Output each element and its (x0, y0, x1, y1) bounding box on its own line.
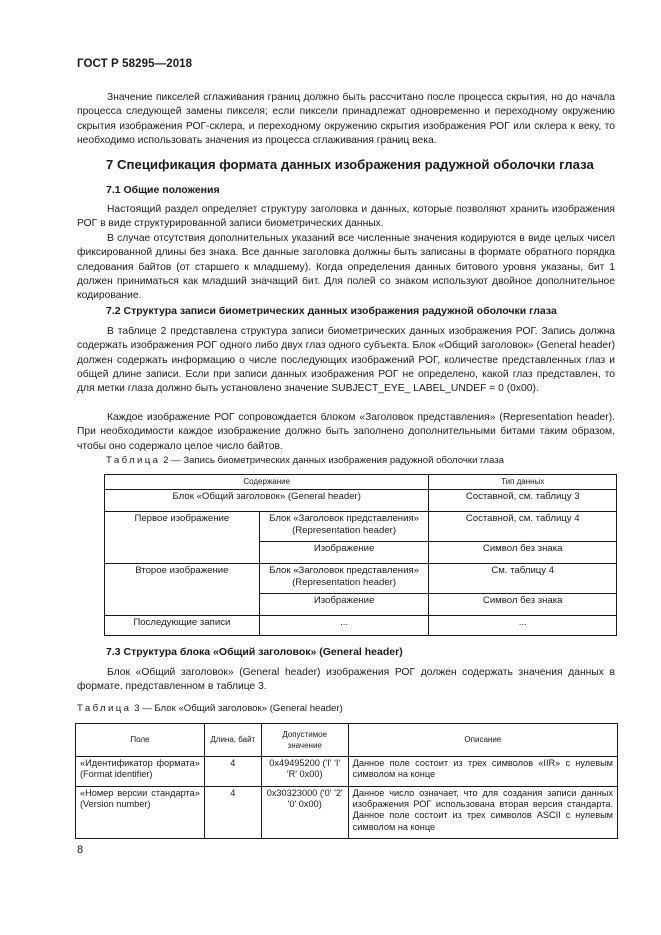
table-cell: ... (259, 616, 429, 636)
table-cell: Данное число означает, что для создания записи данных изображения РОГ использована вторая версия стандарта. Данное поле состоит из трех символов ASCII с нулевым символом на конце (348, 787, 617, 839)
table-row (76, 787, 618, 839)
table-2-header-content: Содержание (105, 475, 429, 490)
section-7-2-title: 7.2 Структура записи биометрических данных изображения радужной оболочки глаза (106, 305, 557, 317)
table-cell: ... (429, 616, 617, 636)
table-3-caption-text: 3 — Блок «Общий заголовок» (General header) (131, 703, 343, 714)
table-row (76, 724, 618, 757)
table-row (105, 616, 617, 636)
table-cell: 4 (204, 787, 261, 839)
table-row (105, 564, 617, 594)
section-7-3-paragraph-1: Блок «Общий заголовок» (General header) изображения РОГ должен содержать значения данных в формате, представленном в таблице 3. (77, 667, 615, 693)
table-cell: Данное поле состоит из трех символов «IIR» с нулевым символом на конце (348, 757, 617, 787)
intro-paragraph: Значение пикселей сглаживания границ должно быть рассчитано после процесса скрытия, но до начала процесса следующей замены пикселя; если пиксели принадлежат одновременно и переходному окружению скрытия изображения РОГ-склера, и переходному окружению скрытия изображения РОГ или склера к веку, то необходимо использовать значения из процесса сглаживания границ века. (77, 92, 615, 146)
table-cell: «Идентификатор формата» (Format identifier) (76, 757, 205, 787)
table-3-caption (77, 703, 343, 714)
table-cell: Второе изображение (105, 564, 260, 616)
section-7-1-title: 7.1 Общие положения (106, 184, 220, 196)
table-2-caption-text: 2 — Запись биометрических данных изображения радужной оболочки глаза (160, 455, 504, 466)
table-cell: Блок «Заголовок представления» (Representation header) (259, 564, 429, 594)
table-cell: Первое изображение (105, 512, 260, 564)
table-cell: Составной, см. таблицу 3 (429, 490, 617, 512)
table-cell: Изображение (259, 594, 429, 616)
table-cell: «Номер версии стандарта» (Version number) (76, 787, 205, 839)
table-cell: Блок «Общий заголовок» (General header) (105, 490, 429, 512)
table-cell: 0x30323000 ('0' '2' '0' 0x00) (261, 787, 348, 839)
table-2-caption-label: Таблица (106, 455, 161, 466)
table-cell: Составной, см. таблицу 4 (429, 512, 617, 542)
section-7-2-paragraph-1: В таблице 2 представлена структура записи биометрических данных изображения РОГ. Запись должна содержать изображения РОГ одного либо двух глаз одного субъекта. Блок «Общий заголовок» (General header) должен содержать информацию о числе последующих изображений РОГ, количестве представленных глаз и общей длине записи. Если при записи данных изображения РОГ не определено, какой глаз представлен, то для метки глаза должно быть установлено значение SUBJECT_EYE_ LABEL_UNDEF = 0 (0x00). (77, 326, 615, 395)
table-3-caption-label: Таблица (77, 703, 132, 714)
table-2-header-type: Тип данных (429, 475, 617, 490)
document-header: ГОСТ Р 58295—2018 (77, 58, 193, 70)
table-row (76, 757, 618, 787)
table-cell: 4 (204, 757, 261, 787)
table-3-header-field: Поле (76, 724, 205, 757)
table-cell: Блок «Заголовок представления» (Representation header) (259, 512, 429, 542)
section-7-1-paragraph-2: В случае отсутствия дополнительных указаний все численные значения кодируются в виде целых чисел фиксированной длины без знака. Все данные заголовка должны быть записаны в формате обратного порядка следования байтов (от старшего к младшему). Когда определения данных битового уровня указаны, бит 1 должен приниматься как младший значащий бит. Для полей со знаком используют двойное дополнительное кодирование. (77, 233, 615, 302)
table-cell: Изображение (259, 542, 429, 564)
table-row (105, 512, 617, 542)
section-7-title: 7 Спецификация формата данных изображения радужной оболочки глаза (106, 157, 594, 172)
table-3-header-value: Допустимое значение (261, 724, 348, 757)
table-cell: Символ без знака (429, 542, 617, 564)
table-cell: См. таблицу 4 (429, 564, 617, 594)
table-2 (104, 474, 617, 636)
page-number: 8 (77, 844, 84, 856)
table-cell: 0x49495200 ('I' 'I' 'R' 0x00) (261, 757, 348, 787)
table-cell: Символ без знака (429, 594, 617, 616)
table-3 (75, 723, 618, 839)
section-7-3-title: 7.3 Структура блока «Общий заголовок» (General header) (106, 646, 403, 658)
table-3-header-description: Описание (348, 724, 617, 757)
section-7-1-paragraph-1: Настоящий раздел определяет структуру заголовка и данных, которые позволяют хранить изображения РОГ в виде структурированной записи биометрических данных. (77, 204, 615, 230)
table-row (105, 490, 617, 512)
section-7-2-paragraph-2: Каждое изображение РОГ сопровождается блоком «Заголовок представления» (Representation header). При необходимости каждое изображение должно быть заполнено дополнительными битами таким образом, чтобы оно содержало целое число байтов. (77, 412, 615, 452)
table-cell: Последующие записи (105, 616, 260, 636)
table-3-header-length: Длина, байт (204, 724, 261, 757)
table-2-caption (106, 455, 504, 466)
table-row (105, 475, 617, 490)
